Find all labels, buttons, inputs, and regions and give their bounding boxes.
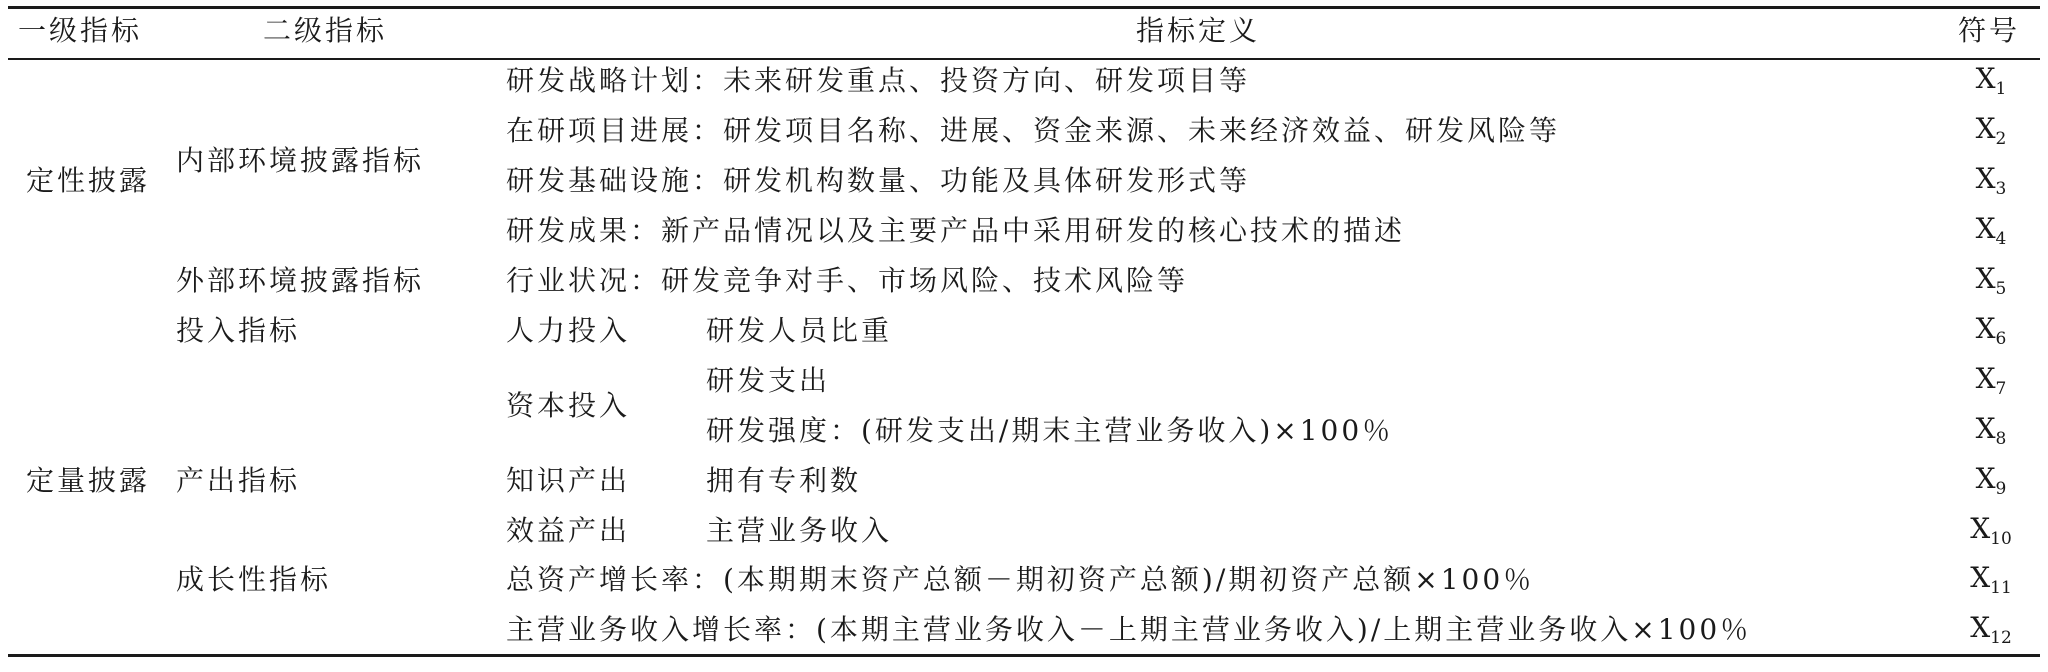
level2-external: 外部环境披露指标 xyxy=(176,264,425,297)
header-level1: 一级指标 xyxy=(18,14,143,47)
symbol-x4: $X_4$ xyxy=(1975,212,2007,249)
table-bottom-rule xyxy=(8,654,2040,657)
header-symbol: 符号 xyxy=(1958,14,2021,47)
sub-benefit-output: 效益产出 xyxy=(506,514,631,547)
level2-internal: 内部环境披露指标 xyxy=(176,144,425,177)
definition-x5: 行业状况：研发竞争对手、市场风险、技术风险等 xyxy=(506,264,1189,297)
symbol-x2: $X_2$ xyxy=(1975,112,2007,149)
symbol-x8: $X_8$ xyxy=(1975,412,2007,449)
definition-x9: 拥有专利数 xyxy=(706,464,862,497)
symbol-x11: $X_{11}$ xyxy=(1970,561,2012,598)
symbol-x12: $X_{12}$ xyxy=(1970,611,2012,648)
level2-input: 投入指标 xyxy=(176,314,301,347)
level1-qualitative: 定性披露 xyxy=(26,164,151,197)
definition-x4: 研发成果：新产品情况以及主要产品中采用研发的核心技术的描述 xyxy=(506,214,1406,247)
sub-human-input: 人力投入 xyxy=(506,314,631,347)
definition-x6: 研发人员比重 xyxy=(706,314,893,347)
definition-x11: 总资产增长率：(本期期末资产总额－期初资产总额)/期初资产总额×100％ xyxy=(506,563,1535,596)
symbol-x6: $X_6$ xyxy=(1975,312,2007,349)
sub-capital-input: 资本投入 xyxy=(506,389,631,422)
definition-x10: 主营业务收入 xyxy=(706,514,893,547)
table-header-rule xyxy=(8,58,2040,60)
header-level2: 二级指标 xyxy=(263,14,388,47)
level2-output: 产出指标 xyxy=(176,464,301,497)
definition-x3: 研发基础设施：研发机构数量、功能及具体研发形式等 xyxy=(506,164,1251,197)
indicator-table xyxy=(8,0,2040,672)
symbol-x7: $X_7$ xyxy=(1975,362,2007,399)
symbol-x1: $X_1$ xyxy=(1975,62,2007,99)
header-definition: 指标定义 xyxy=(1136,14,1261,47)
definition-x7: 研发支出 xyxy=(706,364,831,397)
definition-x1: 研发战略计划：未来研发重点、投资方向、研发项目等 xyxy=(506,64,1251,97)
symbol-x10: $X_{10}$ xyxy=(1970,512,2012,549)
symbol-x3: $X_3$ xyxy=(1975,162,2007,199)
symbol-x5: $X_5$ xyxy=(1975,262,2007,299)
level1-quantitative: 定量披露 xyxy=(26,464,151,497)
table-top-rule xyxy=(8,6,2040,9)
definition-x8: 研发强度：(研发支出/期末主营业务收入)×100％ xyxy=(706,414,1394,447)
definition-x12: 主营业务收入增长率：(本期主营业务收入－上期主营业务收入)/上期主营业务收入×100％ xyxy=(506,613,1752,646)
sub-knowledge-output: 知识产出 xyxy=(506,464,631,497)
symbol-x9: $X_9$ xyxy=(1975,462,2007,499)
definition-x2: 在研项目进展：研发项目名称、进展、资金来源、未来经济效益、研发风险等 xyxy=(506,114,1561,147)
level2-growth: 成长性指标 xyxy=(176,563,332,596)
